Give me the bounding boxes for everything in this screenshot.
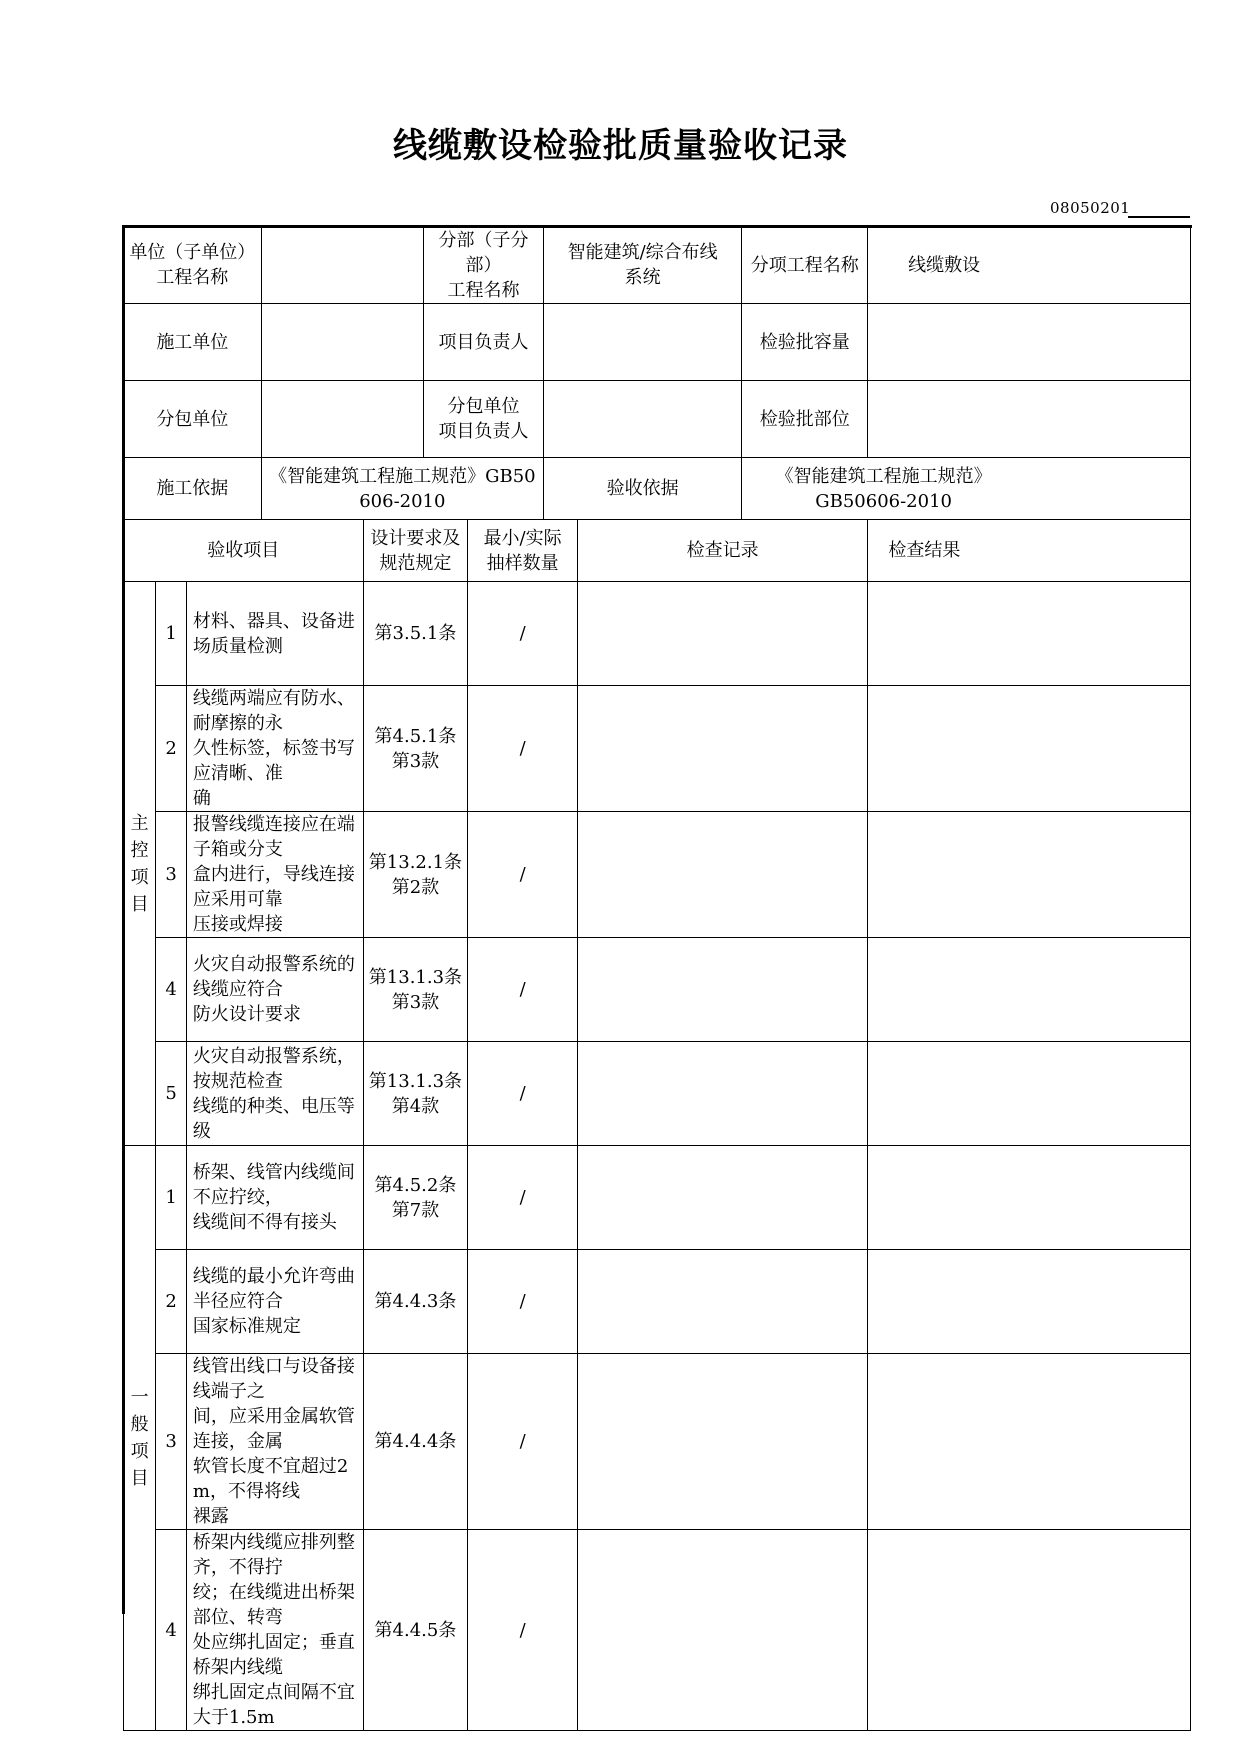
- item-description: 火灾自动报警系统，按规范检查 线缆的种类、电压等级: [186, 1042, 363, 1146]
- item-check-result: [868, 1354, 1191, 1530]
- item-number: 2: [156, 686, 187, 812]
- subcontractor-label: 分包单位: [124, 381, 262, 458]
- item-check-record: [577, 938, 867, 1042]
- item-number: 3: [156, 1354, 187, 1530]
- item-number: 3: [156, 812, 187, 938]
- col-requirement-header: 设计要求及 规范规定: [363, 520, 468, 582]
- project-lead-value: [544, 304, 742, 381]
- item-description: 线管出线口与设备接线端子之 间，应采用金属软管连接，金属 软管长度不宜超过2m，不得将线 裸露: [186, 1354, 363, 1530]
- inspection-form-table: [123, 226, 1191, 1731]
- item-description: 报警线缆连接应在端子箱或分支 盒内进行，导线连接应采用可靠 压接或焊接: [186, 812, 363, 938]
- item-check-result: [868, 1146, 1191, 1250]
- item-sample-count: /: [468, 1354, 578, 1530]
- acceptance-basis-value: 《智能建筑工程施工规范》 GB50606-2010: [742, 458, 1191, 520]
- item-requirement: 第3.5.1条: [363, 582, 468, 686]
- item-sample-count: /: [468, 812, 578, 938]
- main-control-item-row: [124, 1042, 1191, 1146]
- item-check-record: [577, 1250, 867, 1354]
- division-name-label: 分部（子分部） 工程名称: [423, 227, 543, 304]
- acceptance-basis-label: 验收依据: [544, 458, 742, 520]
- column-header-row: [124, 520, 1191, 582]
- item-check-record: [577, 1354, 867, 1530]
- unit-name-label: 单位（子单位） 工程名称: [124, 227, 262, 304]
- general-item-row: [124, 1250, 1191, 1354]
- item-description: 线缆的最小允许弯曲半径应符合 国家标准规定: [186, 1250, 363, 1354]
- item-sample-count: /: [468, 1042, 578, 1146]
- item-check-record: [577, 582, 867, 686]
- item-check-result: [868, 1250, 1191, 1354]
- item-requirement: 第4.4.3条: [363, 1250, 468, 1354]
- item-description: 桥架内线缆应排列整齐，不得拧 绞；在线缆进出桥架部位、转弯 处应绑扎固定；垂直桥架内线缆 绑扎固定点间隔不宜大于1.5m: [186, 1530, 363, 1731]
- header-row-basis: [124, 458, 1191, 520]
- item-number: 2: [156, 1250, 187, 1354]
- item-sample-count: /: [468, 1250, 578, 1354]
- item-sample-count: /: [468, 686, 578, 812]
- subitem-name-value: 线缆敷设: [868, 227, 1191, 304]
- batch-location-label: 检验批部位: [742, 381, 868, 458]
- col-record-header: 检查记录: [577, 520, 867, 582]
- item-check-record: [577, 1146, 867, 1250]
- header-row-contractor: [124, 304, 1191, 381]
- item-check-record: [577, 812, 867, 938]
- construction-basis-label: 施工依据: [124, 458, 262, 520]
- item-requirement: 第13.1.3条 第4款: [363, 1042, 468, 1146]
- main-control-item-row: [124, 812, 1191, 938]
- main-control-item-row: [124, 938, 1191, 1042]
- item-check-result: [868, 1042, 1191, 1146]
- item-requirement: 第13.2.1条 第2款: [363, 812, 468, 938]
- item-number: 4: [156, 1530, 187, 1731]
- item-number: 5: [156, 1042, 187, 1146]
- col-sample-header: 最小/实际 抽样数量: [468, 520, 578, 582]
- contractor-value: [261, 304, 423, 381]
- item-number: 1: [156, 1146, 187, 1250]
- item-sample-count: /: [468, 1146, 578, 1250]
- sub-lead-value: [544, 381, 742, 458]
- division-name-value: 智能建筑/综合布线 系统: [544, 227, 742, 304]
- table-outer-left-border: [122, 225, 125, 1614]
- item-requirement: 第4.4.5条: [363, 1530, 468, 1731]
- item-check-result: [868, 812, 1191, 938]
- item-requirement: 第4.4.4条: [363, 1354, 468, 1530]
- general-item-row: [124, 1146, 1191, 1250]
- header-row-subcontractor: [124, 381, 1191, 458]
- item-description: 材料、器具、设备进场质量检测: [186, 582, 363, 686]
- item-sample-count: /: [468, 1530, 578, 1731]
- general-item-row: [124, 1530, 1191, 1731]
- item-requirement: 第13.1.3条 第3款: [363, 938, 468, 1042]
- batch-capacity-value: [868, 304, 1191, 381]
- project-lead-label: 项目负责人: [423, 304, 543, 381]
- general-item-label: 一 般 项 目: [124, 1146, 156, 1731]
- item-description: 线缆两端应有防水、耐摩擦的永 久性标签，标签书写应清晰、准 确: [186, 686, 363, 812]
- page-title: 线缆敷设检验批质量验收记录: [393, 126, 848, 166]
- main-control-item-row: [124, 686, 1191, 812]
- item-requirement: 第4.5.2条 第7款: [363, 1146, 468, 1250]
- item-check-record: [577, 1530, 867, 1731]
- header-row-unit: [124, 227, 1191, 304]
- item-requirement: 第4.5.1条 第3款: [363, 686, 468, 812]
- item-check-record: [577, 686, 867, 812]
- item-sample-count: /: [468, 938, 578, 1042]
- item-number: 4: [156, 938, 187, 1042]
- subcontractor-value: [261, 381, 423, 458]
- general-item-row: [124, 1354, 1191, 1530]
- document-number: 08050201: [1050, 199, 1131, 217]
- main-control-item-row: [124, 582, 1191, 686]
- item-check-result: [868, 582, 1191, 686]
- col-result-header: 检查结果: [868, 520, 1191, 582]
- item-sample-count: /: [468, 582, 578, 686]
- subitem-name-label: 分项工程名称: [742, 227, 868, 304]
- unit-name-value: [261, 227, 423, 304]
- sub-lead-label: 分包单位 项目负责人: [423, 381, 543, 458]
- item-check-result: [868, 1530, 1191, 1731]
- main-control-item-label: 主 控 项 目: [124, 582, 156, 1146]
- item-check-result: [868, 686, 1191, 812]
- item-number: 1: [156, 582, 187, 686]
- item-check-record: [577, 1042, 867, 1146]
- construction-basis-value: 《智能建筑工程施工规范》GB50606-2010: [261, 458, 543, 520]
- col-item-header: 验收项目: [124, 520, 364, 582]
- table-outer-top-border: [122, 225, 1192, 228]
- batch-location-value: [868, 381, 1191, 458]
- batch-capacity-label: 检验批容量: [742, 304, 868, 381]
- item-description: 火灾自动报警系统的线缆应符合 防火设计要求: [186, 938, 363, 1042]
- contractor-label: 施工单位: [124, 304, 262, 381]
- item-check-result: [868, 938, 1191, 1042]
- item-description: 桥架、线管内线缆间不应拧绞， 线缆间不得有接头: [186, 1146, 363, 1250]
